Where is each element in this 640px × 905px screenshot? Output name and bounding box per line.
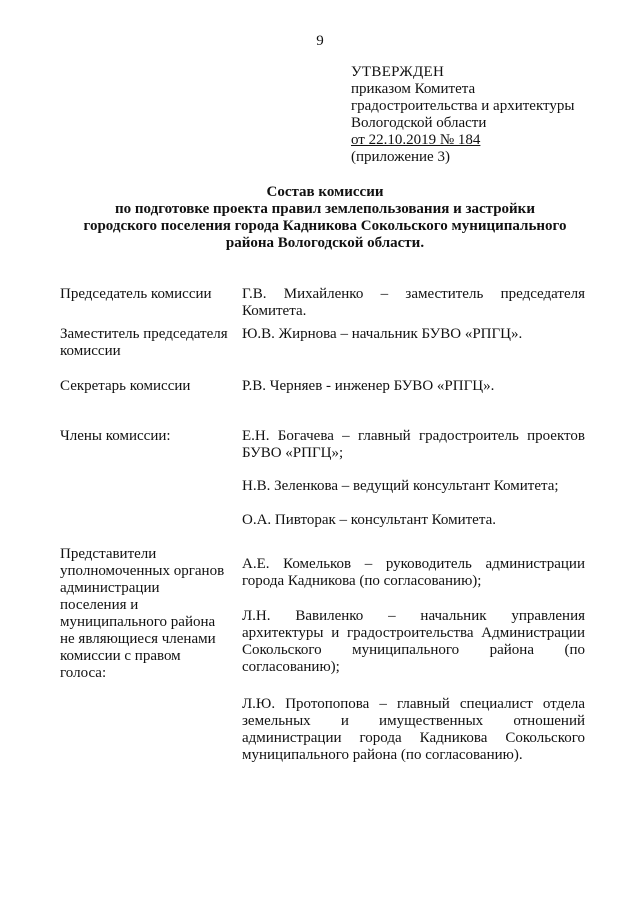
secretary-label: Секретарь комиссии <box>60 378 191 394</box>
representatives-label-line: не являющиеся членами <box>60 631 216 647</box>
title-line: Состав комиссии <box>266 184 384 200</box>
deputy-label <box>60 326 245 360</box>
page-number: 9 <box>316 33 324 49</box>
member-entry: О.А. Пивторак – консультант Комитета. <box>242 512 496 528</box>
approval-block <box>351 64 611 166</box>
approval-line: градостроительства и архитектуры <box>351 98 575 114</box>
title-line: района Вологодской области. <box>225 235 425 251</box>
representative-entry: А.Е. Комельков – руководитель администрации города Кадникова (по согласованию); <box>242 556 585 589</box>
representative-entry: Л.Н. Вавиленко – начальник управления архитектуры и градостроительства Администрации Сокольского муниципального района (по согласованию); <box>242 608 585 675</box>
title-line: городского поселения города Кадникова Сокольского муниципального <box>83 218 567 234</box>
secretary-value: Р.В. Черняев - инженер БУВО «РПГЦ». <box>242 378 495 394</box>
representatives-label <box>60 546 245 682</box>
approval-line: приказом Комитета <box>351 81 476 97</box>
deputy-label-line: комиссии <box>60 343 121 359</box>
representatives-label-line: Представители <box>60 546 157 562</box>
approval-line: Вологодской области <box>351 115 487 131</box>
representatives-label-line: комиссии с правом <box>60 648 181 664</box>
approval-heading: УТВЕРЖДЕН <box>351 64 445 80</box>
representatives-label-line: уполномоченных органов <box>60 563 225 579</box>
title-line: по подготовке проекта правил землепользования и застройки <box>115 201 535 217</box>
deputy-label-line: Заместитель председателя <box>60 326 228 342</box>
representatives-label-line: голоса: <box>60 665 107 681</box>
approval-date: от 22.10.2019 № 184 <box>351 132 481 148</box>
chairman-label: Председатель комиссии <box>60 286 212 302</box>
chairman-value: Г.В. Михайленко – заместитель председателя Комитета. <box>242 286 585 319</box>
document-title <box>60 184 590 252</box>
representatives-label-line: администрации <box>60 580 160 596</box>
member-entry: Н.В. Зеленкова – ведущий консультант Комитета; <box>242 478 559 494</box>
member-entry: Е.Н. Богачева – главный градостроитель проектов БУВО «РПГЦ»; <box>242 428 585 461</box>
members-label: Члены комиссии: <box>60 428 171 444</box>
representative-entry: Л.Ю. Протопопова – главный специалист отдела земельных и имущественных отношений администрации города Кадникова Сокольского муниципального района (по согласованию). <box>242 696 585 763</box>
representatives-label-line: поселения и <box>60 597 139 613</box>
approval-appendix: (приложение 3) <box>351 149 450 165</box>
deputy-value: Ю.В. Жирнова – начальник БУВО «РПГЦ». <box>242 326 523 342</box>
representatives-label-line: муниципального района <box>60 614 216 630</box>
